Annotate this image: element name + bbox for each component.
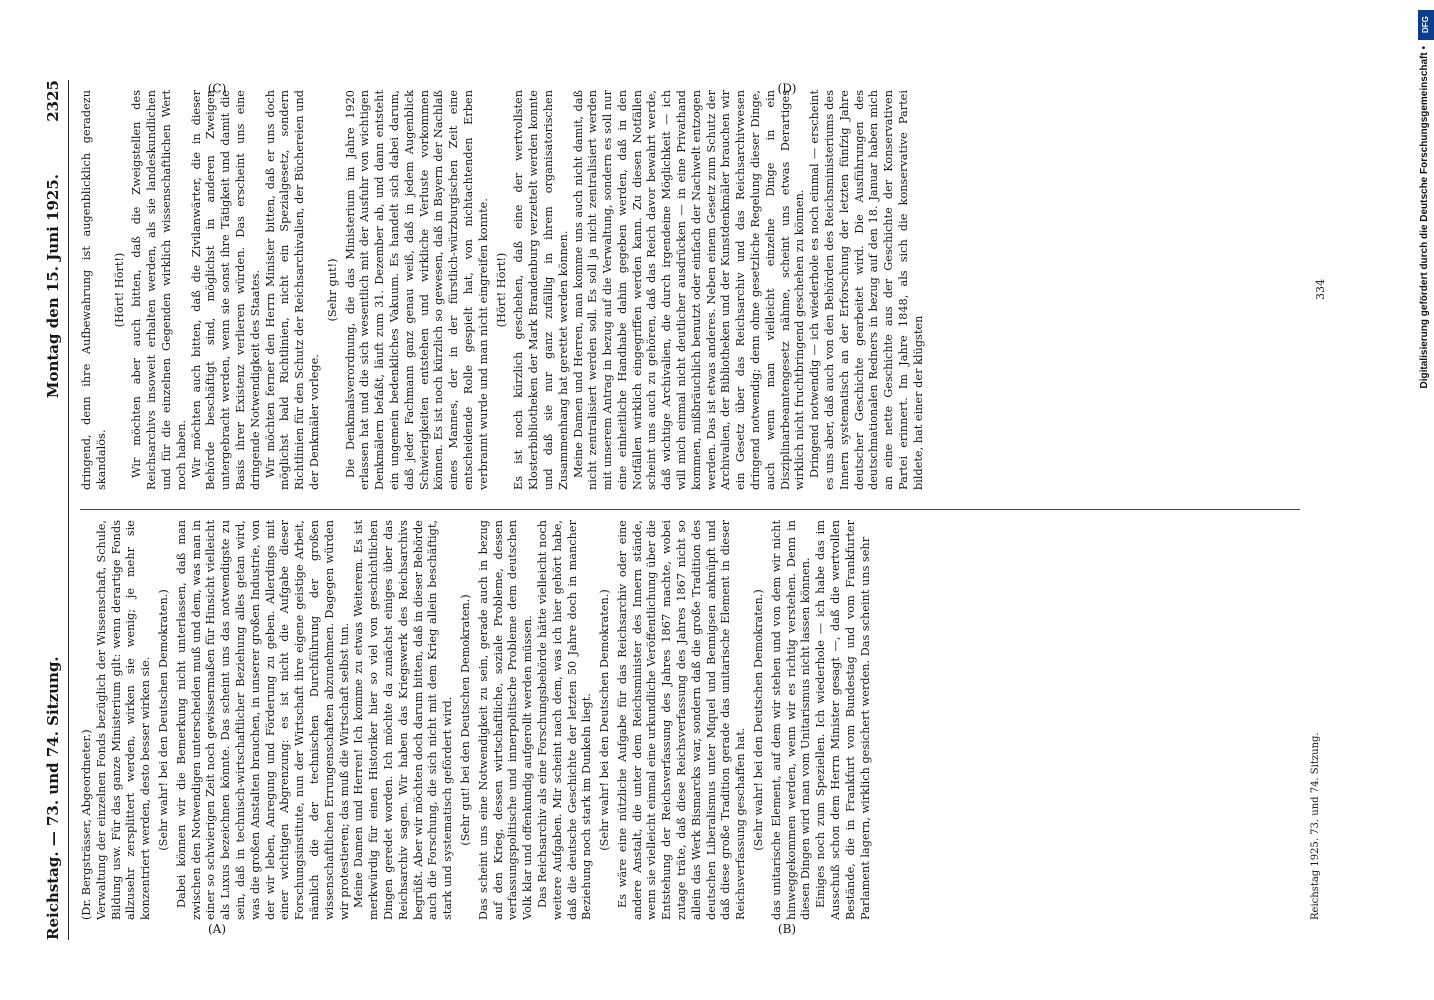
paragraph: Meine Damen und Herren! Ich komme zu etwas Weiterem. Es ist merkwürdig für einen Historiker hier so viel von geschichtlichen Dingen geredet worden. Ich möchte da zunächst einiges über das Reichsarchiv sagen. Wir haben das Kriegswerk des Reichsarchivs begrüßt. Aber wir möchten doch darum bitten, daß in dieser Behörde auch die Forschung, die sich nicht mit dem Krieg allein beschäftigt, stark und systematisch gefördert wird. — [352, 520, 455, 920]
page-footer: Reichstag 1925. 73. und 74. Sitzung. — [1310, 732, 1321, 920]
column-right — [80, 90, 1300, 490]
header-date: Montag den 15. Juni 1925. — [44, 173, 62, 399]
paragraph: Es wäre eine nützliche Aufgabe für das Reichsarchiv oder eine andere Anstalt, die unter dem Reichsminister des Innern stände, wenn sie vielleicht einmal eine urkundliche Veröffentlichung über die Entstehung der Reichsverfassung des Jahres 1867 machte, wobei zutage träte, daß diese Reichsverfassung des Jahres 1867 nicht so allein das Werk Bismarcks war, sondern daß die große Tradition des deutschen Liberalismus unter Miquel und Bennigsen anknüpft und daß diese große Tradition gerade das unitarische Element in dieser Reichsverfassung geschaffen hat. — [615, 520, 748, 920]
paragraph: Wir möchten ferner den Herrn Minister bitten, daß er uns doch möglichst bald Richtlinien, nicht ein Spezialgesetz, sondern Richtlinien für den Schutz der Reichsarchivalien, der Büchereien und der Denkmäler vorlege. — [263, 90, 321, 490]
paragraph: Das Reichsarchiv als eine Forschungsbehörde hätte vielleicht noch weitere Aufgaben. Mir scheint nach dem, was ich hier gehört habe, daß die deutsche Geschichte der letzten 50 Jahre doch in mancher Beziehung noch stark im Dunkeln liegt. — [535, 520, 594, 920]
paragraph: Dringend notwendig — ich wiederhole es noch einmal — erscheint es uns aber, daß auch von den Behörden des Reichsministeriums des Innern systematisch an der Erforschung der letzten fünfzig Jahre deutscher Geschichte gearbeitet wird. Die Ausführungen des deutschnationalen Redners in bezug auf den 18. Januar haben mich an eine nette Geschichte aus der Geschichte der Konservativen Partei erinnert. Im Jahre 1848, als sich die konservative Partei bildete, hat einer der klügsten — [808, 90, 925, 490]
interjection: (Sehr gut! bei den Deutschen Demokraten.) — [458, 594, 472, 846]
sheet-number: 334 — [1314, 279, 1327, 300]
margin-mark-c: (C) — [207, 81, 227, 96]
paragraph: Meine Damen und Herren, man komme uns auch nicht damit, daß nicht zentralisiert werden soll. Es soll ja nicht zentralisiert werden mit unserem Antrag in bezug auf die Verwaltung, sondern es soll nur eine einheitliche Handhabe dahin gegeben werden, daß in den Notfällen wirklich eingegriffen werden kann. Zu diesen Notfällen scheint uns auch zu gehören, daß das Reich davor bewahrt werde, daß wichtige Archivalien, die durch irgendeine Möglichkeit — ich will mich einmal nicht deutlicher ausdrücken — in eine Privathand kommen, mißbräuchlich benutzt oder einfach der Nachwelt entzogen werden. Das ist etwas anderes. Neben einem Gesetz zum Schutz der Archivalien, der Bibliotheken und der Kunstdenkmäler brauchen wir ein Gesetz über das Reichsarchiv und das Reichsarchivwesen dringend notwendig; denn ohne gesetzliche Regelung dieser Dinge, auch wenn man vielleicht einzelne Dinge in ein Disziplinarbeamtengesetz nähme, scheint uns etwas Derartiges wirklich nicht fruchtbringend geschehen zu können. — [571, 90, 807, 490]
interjection: (Sehr wahr! bei den Deutschen Demokraten.) — [156, 589, 170, 851]
paragraph: Die Denkmalsverordnung, die das Ministerium im Jahre 1920 erlassen hat und die sich wesentlich mit der Ausfuhr von wichtigen Denkmälern befaßt, läuft zum 31. Dezember ab, und dann entsteht ein ungemein bedenkliches Vakuum. Es handelt sich dabei darum, daß jeder Fachmann ganz genau weiß, daß in jedem Augenblick Schwierigkeiten entstehen und wirkliche Verluste vorkommen können. Es ist noch kürzlich so gewesen, daß in Bayern der Nachlaß eines Mannes, der in der fürstlich-würzburgischen Zeit eine entscheidende Rolle gespielt hat, von nichtachtenden Erben verbrannt wurde und man nicht eingreifen konnte. — [343, 90, 490, 490]
header-left: Reichstag. — 73. und 74. Sitzung. — [44, 656, 62, 940]
interjection: (Hört! Hört!) — [112, 252, 126, 328]
document-page — [40, 80, 1390, 940]
page-header — [40, 80, 69, 940]
interjection: (Sehr wahr! bei den Deutschen Demokraten.) — [598, 589, 612, 851]
paragraph: Verwaltung der einzelnen Fonds bezüglich der Wissenschaft, Schule, Bildung usw. Für das ganze Ministerium gilt: wenn derartige Fonds allzusehr zersplittert werden, wirken sie wenig; je mehr sie konzentriert werden, desto besser wirken sie. — [94, 520, 153, 920]
margin-mark-b: (B) — [777, 921, 797, 936]
dfg-text: Digitalisierung gefördert durch die Deutsche Forschungsgemeinschaft • — [1419, 46, 1430, 389]
dfg-attribution — [1418, 10, 1434, 710]
paragraph: Es ist noch kürzlich geschehen, daß eine der wertvollsten Klosterbibliotheken der Mark Brandenburg verzettelt werden konnte und daß sie nur ganz zufällig in ihrem organisatorischen Zusammenhang hat gerettet werden können. — [512, 90, 570, 490]
paragraph: Das scheint uns eine Notwendigkeit zu sein, gerade auch in bezug auf den Krieg, dessen wirtschaftliche, soziale Probleme, dessen verfassungspolitische und innerpolitische Probleme dem deutschen Volk klar und offenkundig aufgerollt werden müssen. — [476, 520, 535, 920]
speaker-name: (Dr. Bergsträsser, Abgeordneter.) — [80, 729, 93, 920]
header-right — [44, 80, 62, 398]
interjection: (Sehr wahr! bei den Deutschen Demokraten.) — [752, 589, 766, 851]
margin-mark-a: (A) — [207, 921, 227, 936]
paragraph: Einiges noch zum Speziellen. Ich wiederhole — ich habe das im Ausschuß schon dem Herrn Minister gesagt —, daß die wertvollen Bestände, die in Frankfurt vom Bundestag und vom Frankfurter Parlament lagern, wirklich gesichert werden. Das scheint uns sehr — [814, 520, 872, 920]
page-number: 2325 — [44, 80, 62, 122]
paragraph: dringend, denn ihre Aufbewahrung ist augenblicklich geradezu skandalös. — [80, 90, 108, 490]
paragraph: Wir möchten auch bitten, daß die Zivilanwärter, die in dieser Behörde beschäftigt sind, möglichst in anderen Zweigen untergebracht werden, wenn sie sonst ihre Tätigkeit und damit die Basis ihrer Existenz verlieren würden. Das erscheint uns eine dringende Notwendigkeit des Staates. — [189, 90, 262, 490]
interjection: (Hört! Hört!) — [494, 252, 508, 328]
column-divider — [80, 509, 1300, 510]
column-left — [80, 520, 1300, 920]
paragraph: Wir möchten aber auch bitten, daß die Zweigstellen des Reichsarchivs insoweit erhalten werden, als sie landeskundlichen und für die einzelnen Gegenden wirklich wissenschaftlichen Wert noch haben. — [130, 90, 188, 490]
paragraph: das unitarische Element, auf dem wir stehen und von dem wir nicht hinweggekommen werden, wenn wir es richtig verstehen. Denn in diesen Dingen wird man vom Unitarismus nicht lassen können. — [769, 520, 813, 920]
dfg-logo: DFG — [1418, 10, 1434, 40]
paragraph: Dabei können wir die Bemerkung nicht unterlassen, daß man zwischen den Notwendigen unterscheiden muß und dem, was man in einer so schwierigen Zeit noch gewissermaßen für Hinsicht vielleicht als Luxus bezeichnen könnte. Das scheint uns das notwendigste zu sein, daß in technisch-wirtschaftlicher Beziehung alles getan wird, was die großen Anstalten brauchen, in unserer großen Industrie, von der wir leben, Anregung und Förderung zu geben. Allerdings mit einer wichtigen Abgrenzung: es ist nicht die Aufgabe dieser Forschungsinstitute, nun der Wirtschaft ihre eigene geistige Arbeit, nämlich die der technischen Durchführung der großen wissenschaftlichen Errungenschaften abzunehmen. Dagegen würden wir protestieren; das muß die Wirtschaft selbst tun. — [174, 520, 351, 920]
margin-mark-d: (D) — [777, 81, 797, 96]
interjection: (Sehr gut!) — [325, 258, 339, 322]
